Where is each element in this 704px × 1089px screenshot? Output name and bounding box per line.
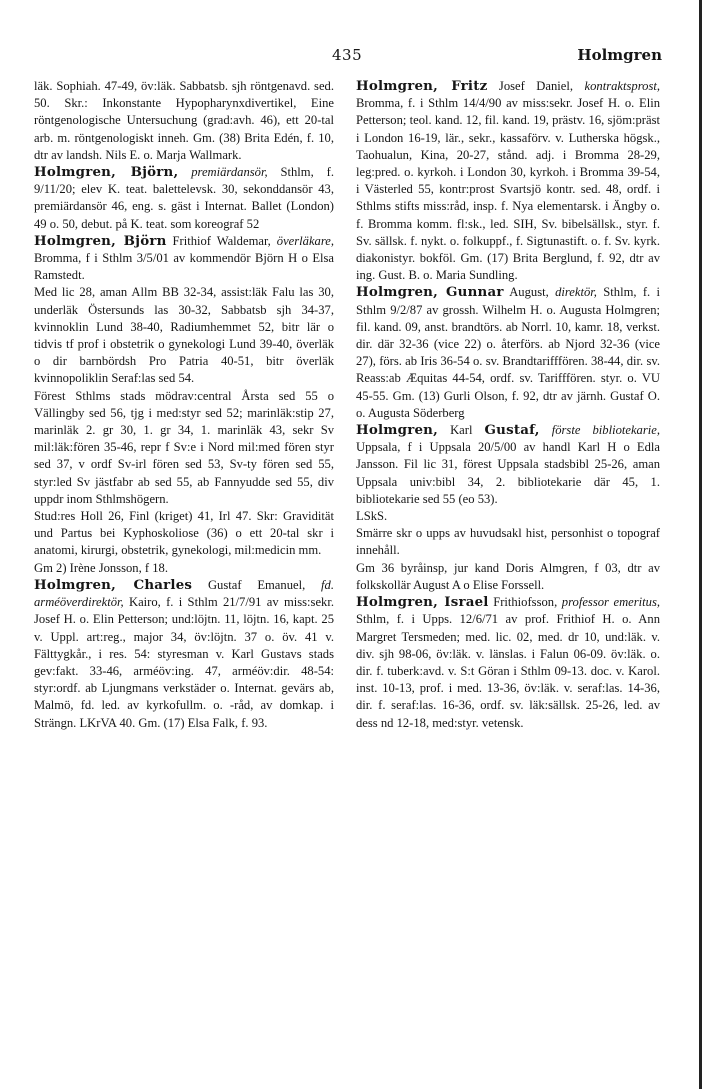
entry-name: Holmgren, Björn, — [34, 164, 179, 181]
entry-holmgren-bjorn-physician — [34, 233, 334, 577]
entry-given-names: Gustaf Emanuel, — [207, 577, 306, 592]
entry-given-names: Frithiof Waldemar, — [172, 233, 271, 248]
entry-name: Holmgren, Israel — [356, 594, 489, 611]
entry-given-names: Frithiofsson, — [493, 595, 558, 610]
entry-paragraph: Stud:res Holl 26, Finl (kriget) 41, Irl 47. Skr: Gravidität und Partus bei Kyphoskoliose (36) o ett 20-tal skr i anatomi, kirurgi, obstetrik, gynekologi, mil:medicin mm. — [34, 509, 334, 558]
entry-text: Sthlm, f. i Upps. 12/6/71 av prof. Frithiof H. o. Ann Margret Tersmeden; med. lic. 02, med. dr 10, und:läk. v. div. sjh 98-06, öv:läk. v. länslas. i Falun 06-09. öv:läk. o. dir. f. tuberk:avd. v. S:t Göran i Sthlm 09-13. doc. v. Karol. inst. 10-13, prof. i med. 13-36, öv:läk. v. seraf:las. 14-36, dir. f. seraf:las. 16-36, ordf. sv. läk:sällsk. 25-26, led. av dess nd 12-18, med:styr. vetensk. — [356, 612, 660, 730]
entry-text: Bromma, f. i Sthlm 14/4/90 av miss:sekr. Josef H. o. Elin Petterson; teol. kand. 12, fil. kand. 19, prästv. 16, sjöm:präst i London 16-19, lär., sekr., kassaförv. v. Lutherska högsk., Taohualun, Kina, 20-27, stånd. adj. i Bromma 28-29, leg:pred. o. kyrkoh. i London 30, kyrkoh. i Bromma 39-54, i Västerled 55, kontr:prost Svartsjö kontr. sed. 48, ordf. i Sthlms stifts miss:råd, insp. f. Nya elementarsk. i Ängby o. f. Bromma komm. fl:sk., led. SIH, Sv. bibelsällsk., styr. f. Sv. sällsk. f. nykt. o. folkuppf., f. Sigtunastift. o. f. Sv. kyrk. diakonistyr. bokföl. Gm. (17) Brita Berglund, f. 92, dtr av ing. Gust. B. o. Maria Sundling. — [356, 96, 660, 283]
entry-text: Uppsala, f i Uppsala 20/5/00 av handl Karl H o Edla Jansson. Fil lic 31, förest Uppsala stadsbibl 25-26, aman Uppsala univ:bibl 34, 2. bibliotekarie där 45, 1. bibliotekarie sed 55 (eo 53). — [356, 440, 660, 506]
running-head: Holmgren — [577, 46, 662, 64]
entry-paragraph: Smärre skr o upps av huvudsakl hist, personhist o topograf innehåll. — [356, 526, 660, 558]
entry-title: överläkare, — [276, 233, 334, 248]
entry-paragraph: LSkS. — [356, 509, 388, 524]
entry-paragraph: Gm 2) Irène Jonsson, f 18. — [34, 560, 168, 575]
page-number: 435 — [332, 46, 363, 64]
entry-name: Holmgren, Charles — [34, 576, 193, 593]
entry-title: direktör, — [555, 285, 597, 300]
entry-holmgren-charles — [34, 577, 334, 732]
entry-text: Kairo, f. i Sthlm 21/7/91 av miss:sekr. Josef H. o. Elin Petterson; und:löjtn. 11, löjtn. 16, kapt. 25 v. Uppl. art:reg., major 34, öv:löjtn. 37 o. öv. 41 v. Fälttygkår., i res. 54: styresman v. Karl Gustavs stads gev:fakt. 33-46, arméöv:ing. 47, arméöv:dir. 48-54: styr:ordf. ab Ljungmans verkstäder o. Internat. gevärs ab, Malmö, fd. led. av kyrkofullm. o. -råd, av domkap. i Strängn. LKrVA 40. Gm. (17) Elsa Falk, f. 93. — [34, 595, 334, 730]
entry-title: professor emeritus, — [561, 595, 660, 610]
entry-given-names: Karl — [450, 423, 473, 438]
entry-paragraph: Med lic 28, aman Allm BB 32-34, assist:läk Falu las 30, underläk Östersunds las 30-32, Sabbatsb sjh 34-37, kvinnoklin Lund 38-40, Radiumhemmet 52, bitr lär o tidvis tf prof i obstetrik o gynekologi Lund 39-40, överläk o dir barnbördsh Pro Patria 40-51, bitr överläk kvinnopoliklin Seraf:las sed 54. — [34, 285, 334, 386]
page-edge-rule — [699, 0, 702, 1089]
entry-given-names: August, — [509, 285, 549, 300]
left-column — [34, 78, 334, 732]
entry-title: fd. arméöverdirektör, — [34, 577, 334, 610]
entry-text: Sthlm, f. 9/11/20; elev K. teat. balettelevsk. 30, sekonddansör 43, premiärdansör 46, eng. s. gäst i Internat. Ballet (London) 49 o. 50, debut. på K. teat. som koreograf 52 — [34, 165, 334, 231]
entry-given-names: Josef Daniel, — [498, 79, 574, 93]
entry-name: Holmgren, Gunnar — [356, 284, 504, 301]
entry-title: premiärdansör, — [191, 165, 268, 180]
entry-text: Sthlm, f. i Sthlm 9/2/87 av grossh. Wilhelm H. o. Augusta Holmgren; fil. kand. 09, anst. brandtörs. ab Norrl. 10, kamr. 18, verkst. dir. där 32-36 (vice 22) o. återförs. ab Njord 32-36 (vice 27), förs. ab Iris 36-54 o. sv. Brandtarifffören. 38-44, dir. sv. Reass:ab Æquitas 44-54, ordf. sv. Tarifffören. styr. o. VU 45-55. Gm. (13) Gurli Olson, f. 92, dtr av järnh. Gustaf O. o. Augusta Söderberg — [356, 285, 660, 420]
entry-holmgren-israel — [356, 594, 660, 732]
right-column — [356, 78, 660, 732]
continued-entry-text: läk. Sophiah. 47-49, öv:läk. Sabbatsb. sjh röntgenavd. sed. 50. Skr.: Inkonstante Hypopharynxdivertikel, Eine röntgenologische Untersuchung (grad:avh. 46), ett 20-tal arb. m. röntgenologiskt inneh. Gm. (38) Brita Edén, f. 10, dtr av landsh. Nils E. o. Marja Wallmark. — [34, 79, 334, 162]
entry-paragraph: Gm 36 byråinsp, jur kand Doris Almgren, f 03, dtr av folkskollär August A o Elise Forssell. — [356, 560, 660, 592]
entry-holmgren-fritz — [356, 78, 660, 284]
entry-holmgren-bjorn-dancer — [34, 164, 334, 233]
entry-text: Bromma, f i Sthlm 3/5/01 av kommendör Björn H o Elsa Ramstedt. — [34, 251, 334, 283]
entry-name: Holmgren, Fritz — [356, 78, 488, 94]
entry-name: Holmgren, Björn — [34, 232, 167, 249]
entry-holmgren-karl-gustaf — [356, 422, 660, 594]
entry-name-part: Gustaf, — [484, 422, 540, 439]
entry-holmgren-gunnar — [356, 284, 660, 422]
entry-name: Holmgren, — [356, 422, 438, 439]
entry-title: kontraktsprost, — [584, 79, 660, 93]
entry-title: förste bibliotekarie, — [551, 423, 660, 438]
entry-paragraph: Förest Sthlms stads mödrav:central Årsta sed 55 o Vällingby sed 56, tjg i med:styr sed 52; marinläk:stip 27, marinläk 2. gr 30, 1. gr 34, 1. marinläk 43, sekr Sv mil:läk:fören 35-46, repr f Sv:e i Nord mil:med fören styr sed 37, v ordf Sv-irl fören sed 53, Sv-ty fören sed 55, styr:led Sv jästfabr ab sed 55, ab Fannyudde sed 55, div uppdr inom Sthlmshögern. — [34, 388, 334, 506]
page-header — [20, 46, 684, 70]
